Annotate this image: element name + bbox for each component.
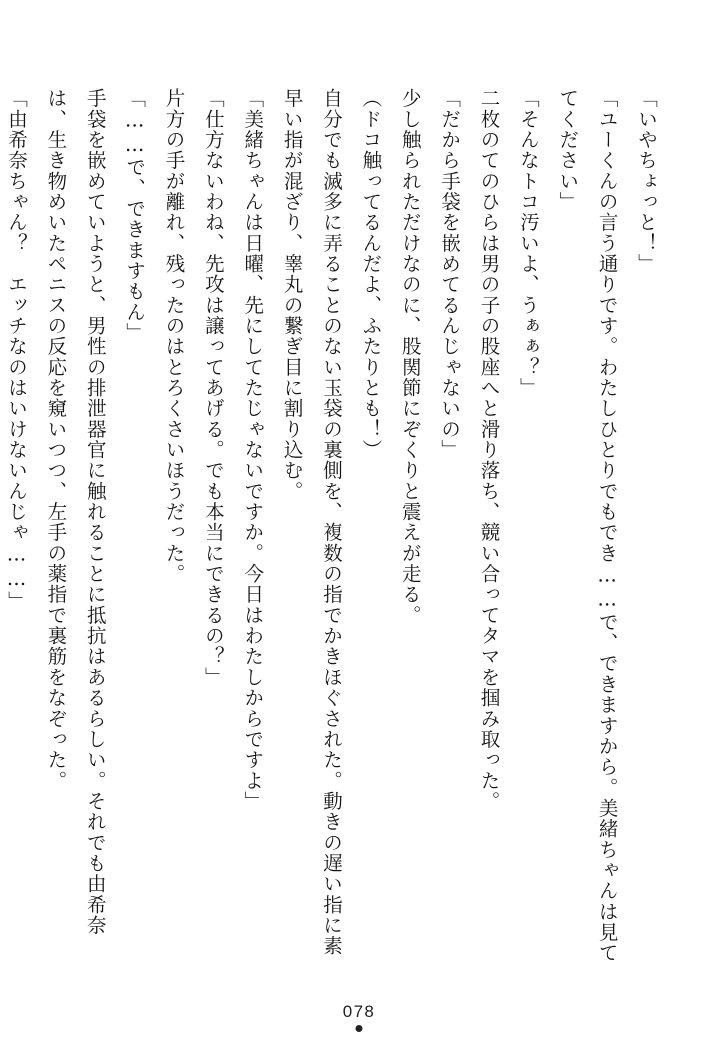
body-line: 自分でも滅多に弄ることのない玉袋の裏側を、複数の指でかきほぐされた。動きの遅い指に素早い指が混ざり、睾丸の繋ぎ目に割り込む。 xyxy=(280,88,343,957)
body-line: （ドコ触ってるんだよ、ふたりとも！） xyxy=(359,88,383,461)
body-line: 「仕方ないわね、先攻は譲ってあげる。でも本当にできるの？」 xyxy=(201,88,225,688)
body-line: 少し触られただけなのに、股関節にぞくりと震えが走る。 xyxy=(398,88,422,626)
body-line: 手袋を嵌めていようと、男性の排泄器官に触れることに抵抗はあるらしい。それでも由希奈は、生き物めいたペニスの反応を窺いつつ、左手の薬指で裏筋をなぞった。 xyxy=(44,88,107,936)
body-line: 「そんなトコ汚いよ、うぁぁ？」 xyxy=(516,88,540,399)
body-line: 「由希奈ちゃん？ エッチなのはいけないんじゃ……」 xyxy=(5,88,28,612)
page-marker-dot xyxy=(356,1025,363,1032)
body-line: 「……で、できますもん」 xyxy=(123,88,147,344)
body-line: 「美緒ちゃんは日曜、先にしてたじゃないですか。今日はわたしからですよ」 xyxy=(241,88,265,812)
vertical-text-body xyxy=(5,88,666,968)
body-line: 「ユーくんの言う通りです。わたしひとりでもでき……で、できますから。美緒ちゃんは見ててください」 xyxy=(556,88,619,964)
body-line: 「いやちょっと！」 xyxy=(635,88,658,275)
body-line: 片方の手が離れ、残ったのはとろくさいほうだった。 xyxy=(162,88,186,585)
page-number: 078 xyxy=(342,1002,376,1021)
body-line: 二枚のてのひらは男の子の股座へと滑り落ち、競い合ってタマを掴み取った。 xyxy=(477,88,501,812)
body-line: 「だから手袋を嵌めてるんじゃないの」 xyxy=(438,88,462,461)
